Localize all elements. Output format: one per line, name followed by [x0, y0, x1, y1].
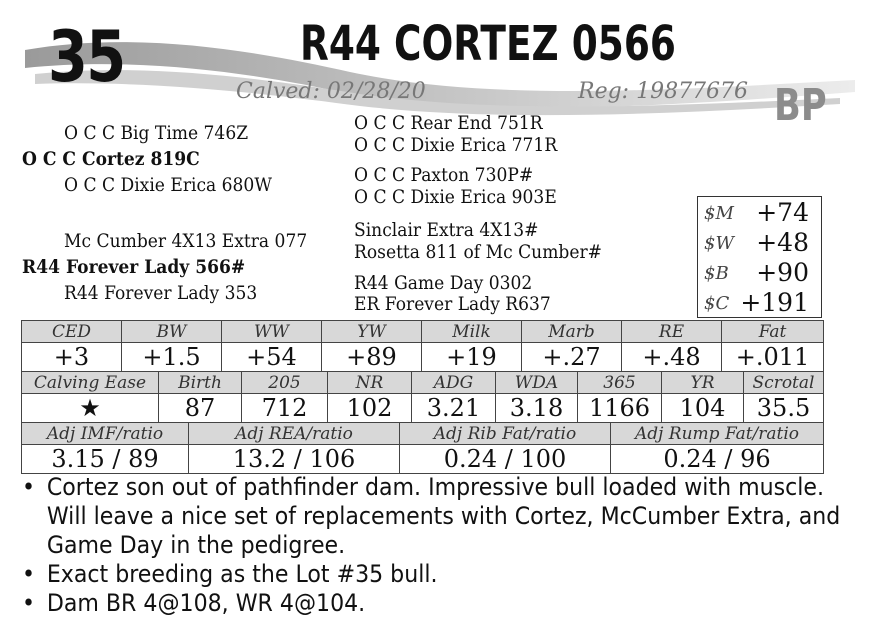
performance-header-row: [22, 372, 824, 394]
perf-header-yr: YR: [662, 372, 744, 394]
epd-header-ww: WW: [222, 321, 322, 343]
pedigree-dam: R44 Forever Lady 566#: [22, 256, 246, 278]
epd-value-marb: +.27: [522, 343, 622, 372]
epd-header-ced: CED: [22, 321, 122, 343]
perf-header-wda: WDA: [496, 372, 578, 394]
epd-header-marb: Marb: [522, 321, 622, 343]
perf-header-scrotal: Scrotal: [744, 372, 824, 394]
index-label: $M: [704, 203, 734, 224]
index-label: $C: [704, 293, 730, 314]
dollar-index-box: [697, 196, 822, 318]
index-row: [698, 288, 823, 318]
index-label: $B: [704, 263, 729, 284]
animal-name: R44 CORTEZ 0566: [300, 16, 676, 72]
star-icon: ★: [22, 394, 159, 423]
carcass-value-rea: 13.2 / 106: [189, 445, 400, 474]
epd-value-ww: +54: [222, 343, 322, 372]
epd-header-bw: BW: [122, 321, 222, 343]
pedigree-dam-dam: R44 Forever Lady 353: [64, 282, 258, 304]
epd-value-milk: +19: [422, 343, 522, 372]
carcass-value-rib-fat: 0.24 / 100: [400, 445, 611, 474]
carcass-value-row: [22, 445, 824, 474]
pedigree-sire-sire-dam: O C C Dixie Erica 771R: [354, 134, 558, 156]
registration-number: Reg: 19877676: [578, 79, 749, 104]
perf-value-nr: 102: [328, 394, 412, 423]
perf-header-nr: NR: [328, 372, 412, 394]
epd-table: [21, 320, 824, 372]
epd-header-milk: Milk: [422, 321, 522, 343]
perf-value-scrotal: 35.5: [744, 394, 824, 423]
index-row: [698, 258, 823, 288]
epd-value-yw: +89: [322, 343, 422, 372]
notes-list: [22, 473, 862, 618]
index-row: [698, 228, 823, 258]
perf-header-adg: ADG: [412, 372, 496, 394]
pedigree-sire-dam-sire: O C C Paxton 730P#: [354, 164, 534, 186]
epd-header-yw: YW: [322, 321, 422, 343]
epd-header-fat: Fat: [722, 321, 824, 343]
perf-header-205: 205: [242, 372, 328, 394]
epd-header-row: [22, 321, 824, 343]
calved-date: Calved: 02/28/20: [236, 79, 426, 104]
pedigree-dam-sire: Mc Cumber 4X13 Extra 077: [64, 230, 308, 252]
pedigree-dam-dam-sire: R44 Game Day 0302: [354, 272, 533, 294]
carcass-header-rib-fat: Adj Rib Fat/ratio: [400, 423, 611, 445]
epd-value-ced: +3: [22, 343, 122, 372]
index-value: +74: [756, 198, 809, 227]
performance-value-row: [22, 394, 824, 423]
carcass-header-rump-fat: Adj Rump Fat/ratio: [611, 423, 824, 445]
pedigree-dam-sire-dam: Rosetta 811 of Mc Cumber#: [354, 241, 602, 263]
pedigree-sire-sire: O C C Big Time 746Z: [64, 122, 249, 144]
pedigree-dam-sire-sire: Sinclair Extra 4X13#: [354, 219, 539, 241]
index-value: +90: [756, 258, 809, 287]
epd-header-re: RE: [622, 321, 722, 343]
index-value: +191: [740, 288, 809, 317]
pedigree-sire-dam: O C C Dixie Erica 680W: [64, 174, 272, 196]
epd-value-fat: +.011: [722, 343, 824, 372]
pedigree-dam-dam-dam: ER Forever Lady R637: [354, 293, 551, 315]
carcass-header-imf: Adj IMF/ratio: [22, 423, 189, 445]
perf-value-205: 712: [242, 394, 328, 423]
carcass-header-row: [22, 423, 824, 445]
perf-value-yr: 104: [662, 394, 744, 423]
perf-header-birth: Birth: [159, 372, 242, 394]
perf-value-birth: 87: [159, 394, 242, 423]
note-item: • Exact breeding as the Lot #35 bull.: [22, 560, 866, 589]
note-item: • Dam BR 4@108, WR 4@104.: [22, 589, 866, 618]
performance-table: [21, 371, 824, 423]
index-value: +48: [756, 228, 809, 257]
carcass-value-rump-fat: 0.24 / 96: [611, 445, 824, 474]
lot-number: 35: [48, 16, 125, 98]
index-row: [698, 198, 823, 228]
perf-value-adg: 3.21: [412, 394, 496, 423]
carcass-header-rea: Adj REA/ratio: [189, 423, 400, 445]
carcass-value-imf: 3.15 / 89: [22, 445, 189, 474]
epd-value-bw: +1.5: [122, 343, 222, 372]
perf-value-wda: 3.18: [496, 394, 578, 423]
perf-header-calving-ease: Calving Ease: [22, 372, 159, 394]
perf-header-365: 365: [578, 372, 662, 394]
carcass-table: [21, 422, 824, 474]
note-item: • Cortez son out of pathfinder dam. Impressive bull loaded with muscle. Will leave a nice set of replacements with Cortez, McCumber Extra, and Game Day in the pedigree.: [22, 473, 866, 560]
epd-value-row: [22, 343, 824, 372]
breed-badge: BP: [774, 80, 827, 131]
index-label: $W: [704, 233, 734, 254]
pedigree-sire: O C C Cortez 819C: [22, 148, 200, 170]
pedigree-sire-sire-sire: O C C Rear End 751R: [354, 112, 543, 134]
pedigree-sire-dam-dam: O C C Dixie Erica 903E: [354, 186, 557, 208]
perf-value-365: 1166: [578, 394, 662, 423]
epd-value-re: +.48: [622, 343, 722, 372]
